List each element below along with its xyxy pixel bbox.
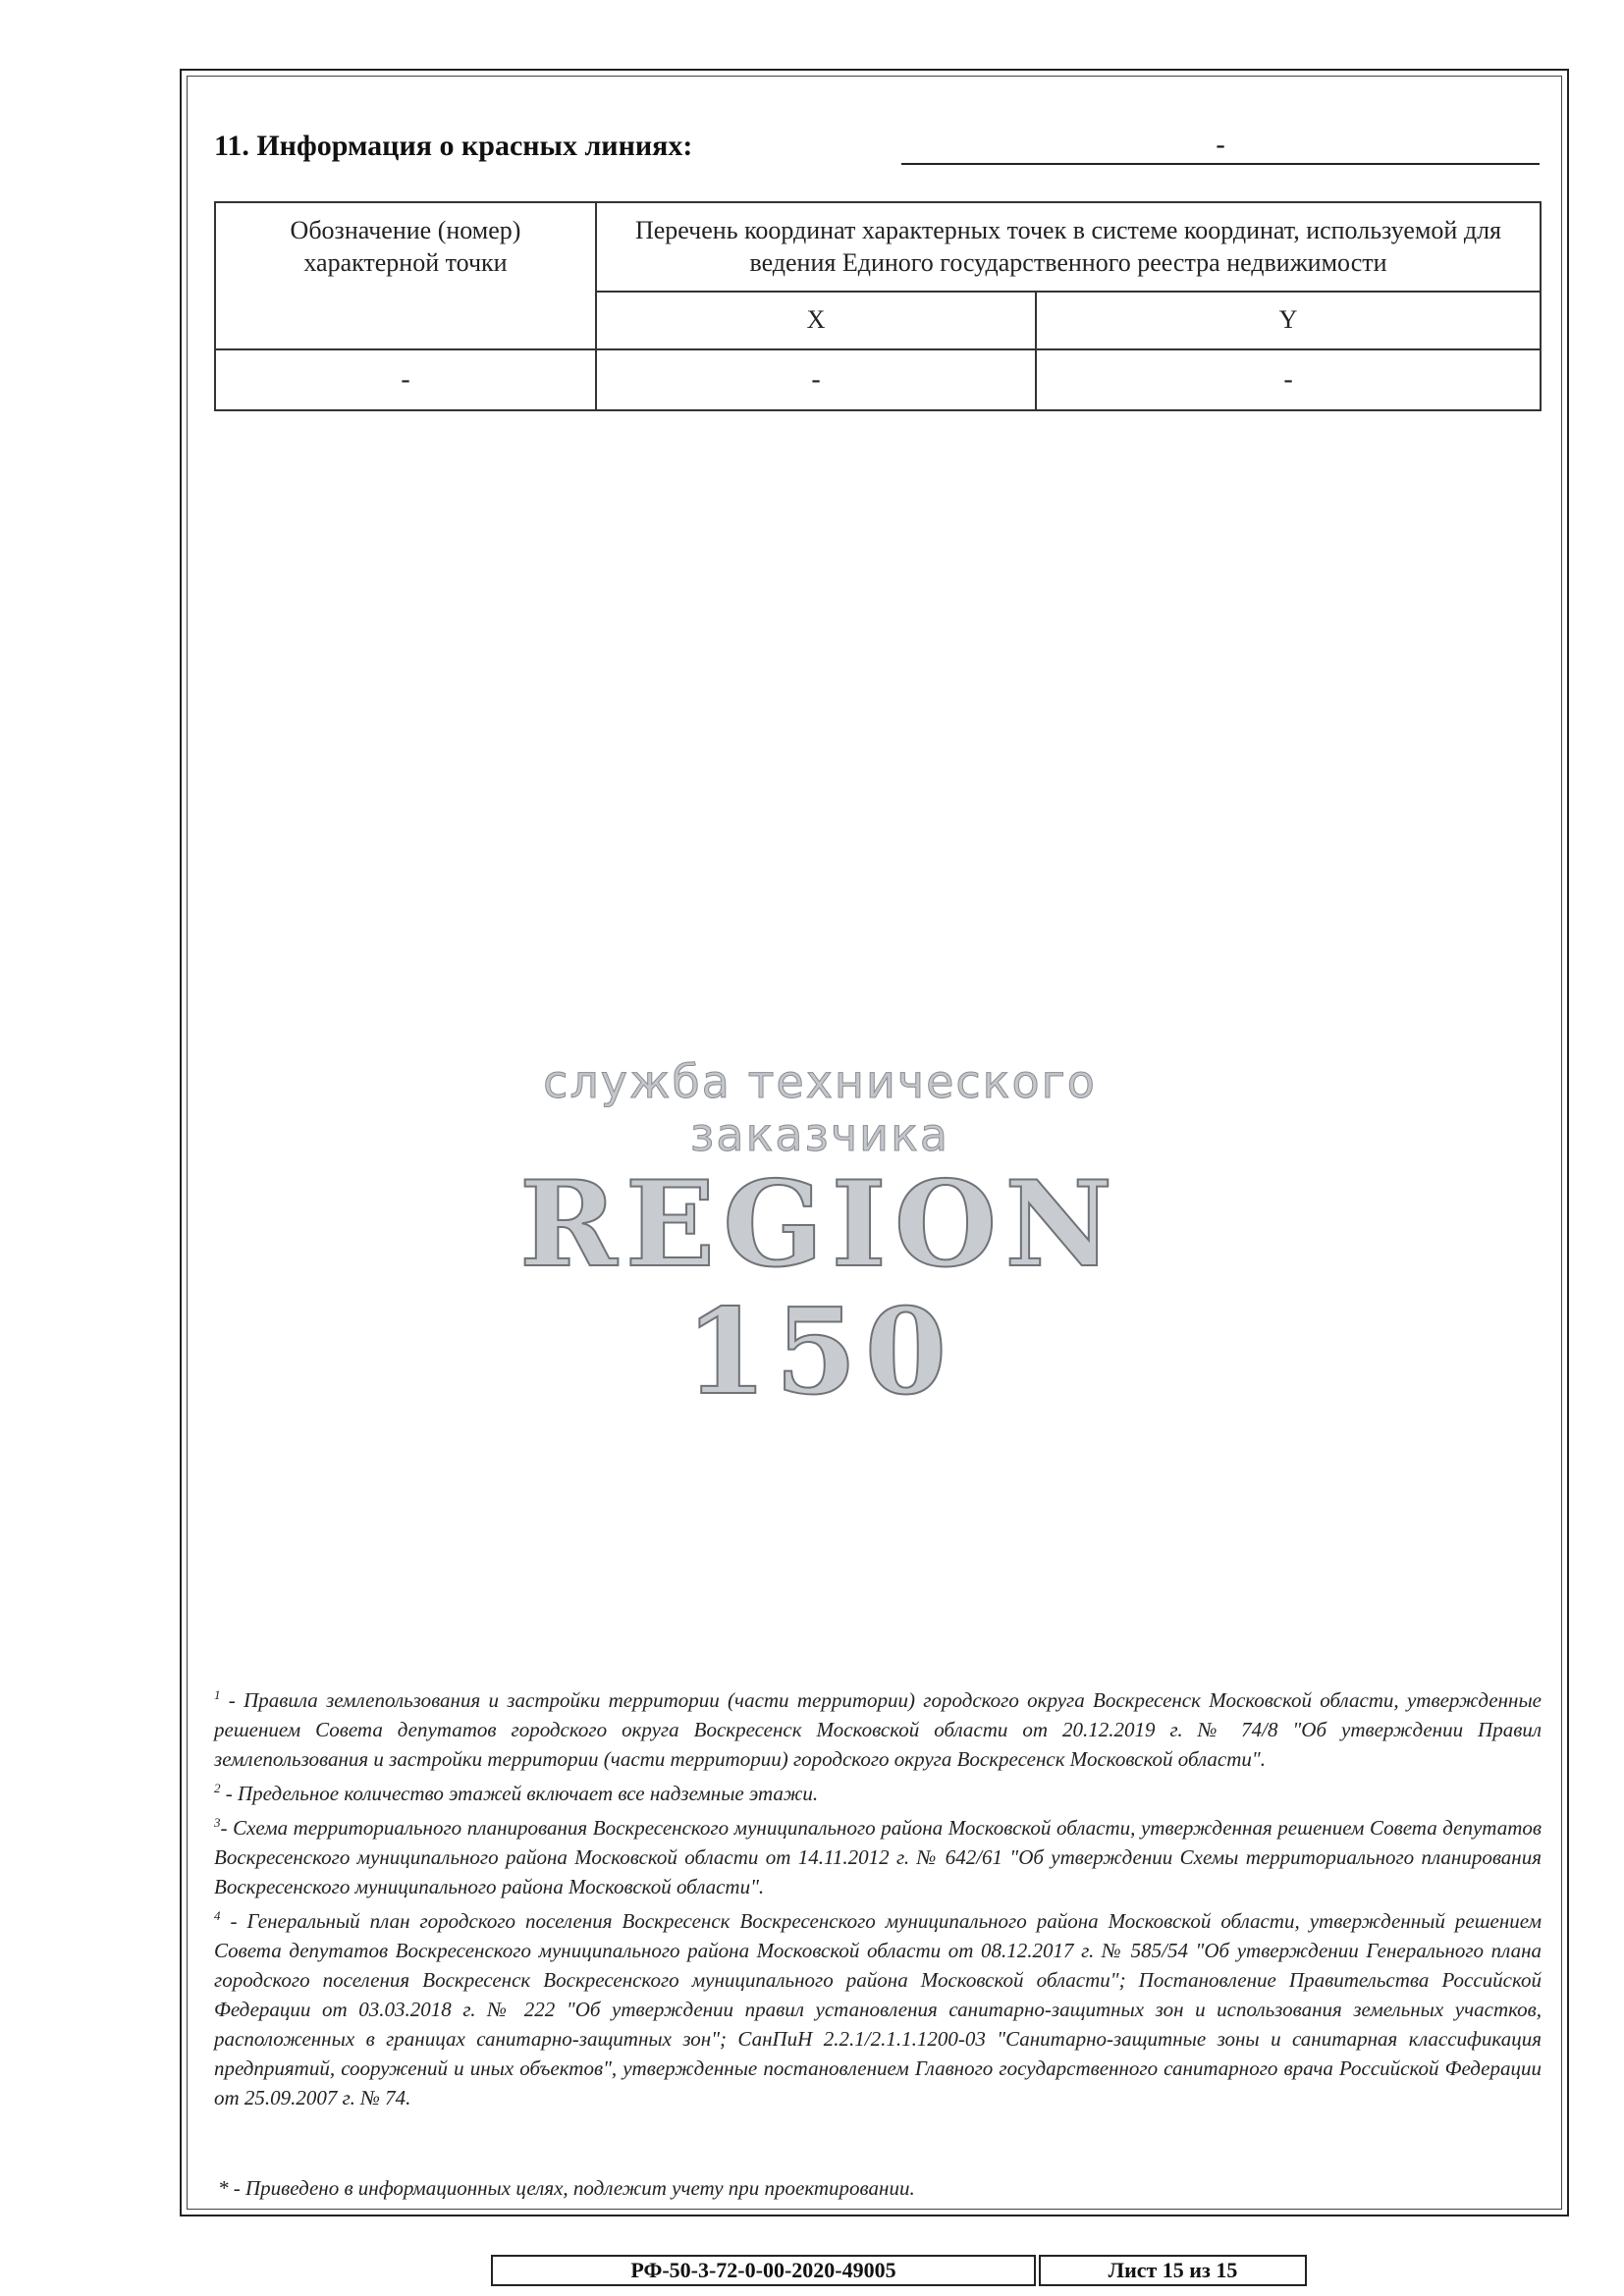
footnote-text: - Схема территориального планирования Воскресенского муниципального района Московской области, утвержденная решением Совета депутатов Воскресенского муниципального района Московской области от 14.11.2012 г. № 642/61 "Об утверждении Схемы территориального планирования Воскресенского муниципального района Московской области". — [214, 1816, 1542, 1898]
document-number: РФ-50-3-72-0-00-2020-49005 — [491, 2255, 1036, 2286]
table-row — [215, 349, 1541, 410]
footnote-mark: 3 — [214, 1815, 221, 1830]
footnote-1 — [214, 1681, 1542, 1774]
header-y: Y — [1036, 292, 1541, 349]
watermark-subtitle: служба технического заказчика — [543, 1055, 1097, 1161]
section-value: - — [901, 128, 1540, 165]
cell-x: - — [596, 349, 1036, 410]
cell-y: - — [1036, 349, 1541, 410]
watermark-logo — [412, 1055, 1227, 1421]
header-x: X — [596, 292, 1036, 349]
footnote-3 — [214, 1808, 1542, 1901]
footnote-text: - Предельное количество этажей включает все надземные этажи. — [220, 1782, 819, 1805]
footnote-mark: 2 — [214, 1781, 221, 1795]
watermark-title: REGION 150 — [518, 1155, 1121, 1421]
header-coords: Перечень координат характерных точек в системе координат, используемой для ведения Единого государственного реестра недвижимости — [596, 202, 1541, 292]
section-title: 11. Информация о красных линиях: — [214, 130, 693, 162]
header-point: Обозначение (номер) характерной точки — [215, 202, 596, 349]
coordinates-table — [214, 201, 1542, 411]
info-note: * - Приведено в информационных целях, подлежит учету при проектировании. — [218, 2176, 915, 2200]
sheet-number: Лист 15 из 15 — [1039, 2255, 1307, 2286]
footnote-4 — [214, 1901, 1542, 2112]
footnote-2 — [214, 1774, 1542, 1808]
cell-point: - — [215, 349, 596, 410]
footnote-text: - Генеральный план городского поселения Воскресенск Воскресенского муниципального района Московской области, утвержденный решением Совета депутатов Воскресенского муниципального района Московской области от 08.12.2017 г. № 585/54 "Об утверждении Генерального плана городского поселения Воскресенск Воскресенского муниципального района Московской области"; Постановление Правительства Российской Федерации от 03.03.2018 г. № 222 "Об утверждении правил установления санитарно-защитных зон и использования земельных участков, расположенных в границах санитарно-защитных зон"; СанПиН 2.2.1/2.1.1.1200-03 "Санитарно-защитные зоны и санитарная классификация предприятий, сооружений и иных объектов", утвержденные постановлением Главного государственного санитарного врача Российской Федерации от 25.09.2007 г. № 74. — [214, 1909, 1542, 2109]
footnote-text: - Правила землепользования и застройки территории (части территории) городского округа Воскресенск Московской области, утвержденные решением Совета депутатов городского округа Воскресенск Московской области от 20.12.2019 г. № 74/8 "Об утверждении Правил землепользования и застройки территории (части территории) городского округа Воскресенск Московской области". — [214, 1688, 1542, 1771]
footnote-mark: 1 — [214, 1687, 221, 1702]
footnotes — [214, 1681, 1542, 2112]
footnote-mark: 4 — [214, 1908, 221, 1923]
